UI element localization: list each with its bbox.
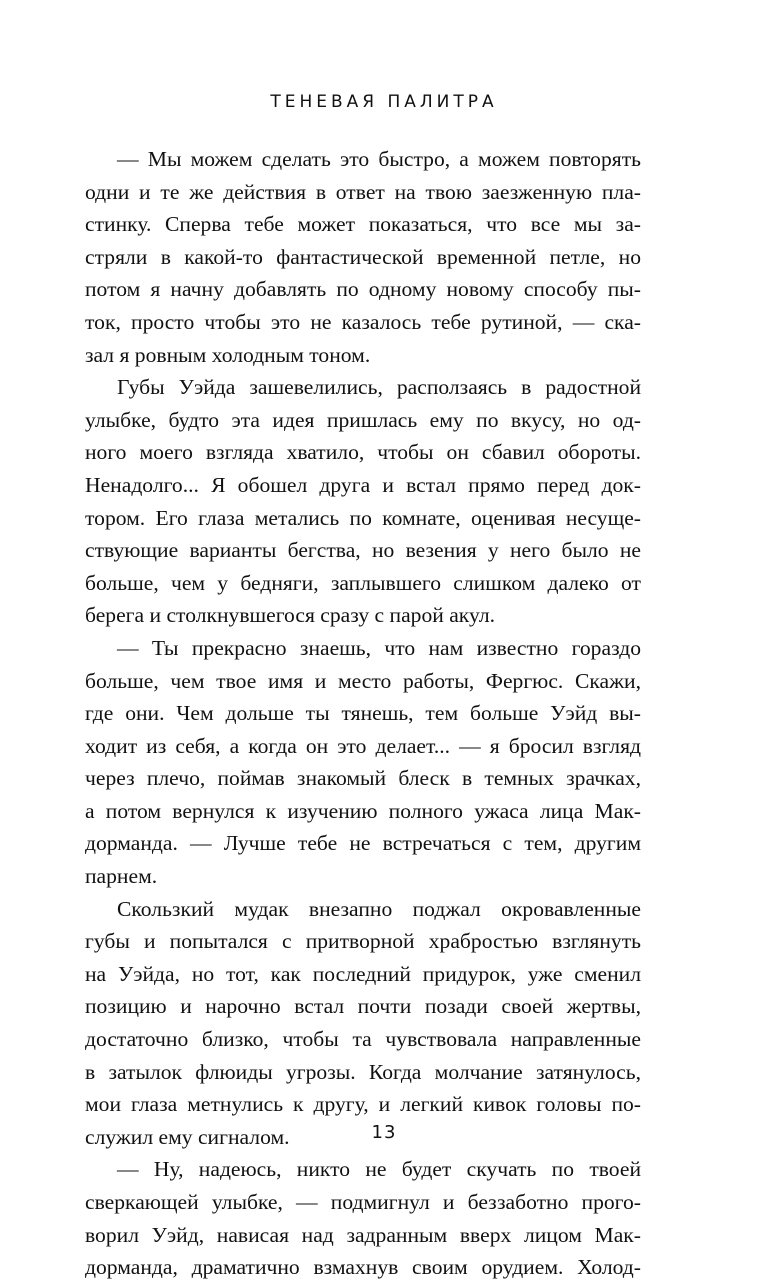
- text-line: больше, чем твое имя и место работы, Фергюс. Скажи,: [85, 668, 641, 693]
- text-line: на Уэйда, но тот, как последний придурок, уже сменил: [85, 961, 641, 986]
- body-text: [85, 143, 641, 1284]
- text-line: ного моего взгляда хватило, чтобы он сбавил обороты.: [85, 440, 641, 465]
- text-line: берега и столкнувшегося сразу с парой акул.: [85, 603, 496, 628]
- text-line: стряли в какой-то фантастической временной петле, но: [85, 244, 641, 269]
- text-line: зал я ровным холодным тоном.: [85, 342, 371, 367]
- text-line: мои глаза метнулись к другу, и легкий кивок головы по-: [85, 1092, 641, 1117]
- text-line: одни и те же действия в ответ на твою заезженную пла-: [85, 179, 641, 204]
- text-line: позицию и нарочно встал почти позади своей жертвы,: [85, 994, 641, 1019]
- text-line: Ненадолго... Я обошел друга и встал прямо перед док-: [85, 472, 641, 497]
- text-line: губы и попытался с притворной храбростью взглянуть: [85, 929, 641, 954]
- text-line: стинку. Сперва тебе может показаться, что все мы за-: [85, 212, 641, 237]
- text-line: дорманда. — Лучше тебе не встречаться с тем, другим: [85, 831, 641, 856]
- text-line: ствующие варианты бегства, но везения у него было не: [85, 538, 641, 563]
- text-line: служил ему сигналом.: [85, 1124, 290, 1149]
- text-line: через плечо, поймав знакомый блеск в темных зрачках,: [85, 766, 641, 791]
- page-number: 13: [371, 1122, 397, 1143]
- text-line: ходит из себя, а когда он это делает... — я бросил взгляд: [85, 733, 641, 758]
- text-line: — Ну, надеюсь, никто не будет скучать по твоей: [117, 1157, 641, 1182]
- text-line: Губы Уэйда зашевелились, расползаясь в радостной: [117, 375, 641, 400]
- text-line: ток, просто чтобы это не казалось тебе рутиной, — ска-: [85, 309, 641, 334]
- text-line: больше, чем у бедняги, заплывшего слишком далеко от: [85, 570, 641, 595]
- text-line: — Мы можем сделать это быстро, а можем повторять: [117, 147, 641, 171]
- text-line: — Ты прекрасно знаешь, что нам известно гораздо: [117, 635, 641, 660]
- text-line: достаточно близко, чтобы та чувствовала направленные: [85, 1027, 641, 1052]
- text-line: дорманда, драматично взмахнув своим орудием. Холод-: [85, 1255, 641, 1280]
- text-line: где они. Чем дольше ты тянешь, тем больше Уэйд вы-: [85, 701, 641, 726]
- text-line: тором. Его глаза метались по комнате, оценивая несуще-: [85, 505, 641, 530]
- text-line: парнем.: [85, 864, 158, 889]
- text-line: Скользкий мудак внезапно поджал окровавленные: [117, 896, 641, 921]
- text-line: в затылок флюиды угрозы. Когда молчание затянулось,: [85, 1059, 641, 1084]
- text-line: а потом вернулся к изучению полного ужаса лица Мак-: [85, 798, 641, 823]
- running-title: ТЕНЕВАЯ ПАЛИТРА: [270, 92, 498, 112]
- text-line: сверкающей улыбке, — подмигнул и беззаботно прого-: [85, 1190, 641, 1214]
- text-line: потом я начну добавлять по одному новому способу пы-: [85, 277, 641, 302]
- text-line: ворил Уэйд, нависая над задранным вверх лицом Мак-: [85, 1222, 641, 1247]
- text-line: улыбке, будто эта идея пришлась ему по вкусу, но од-: [85, 407, 641, 432]
